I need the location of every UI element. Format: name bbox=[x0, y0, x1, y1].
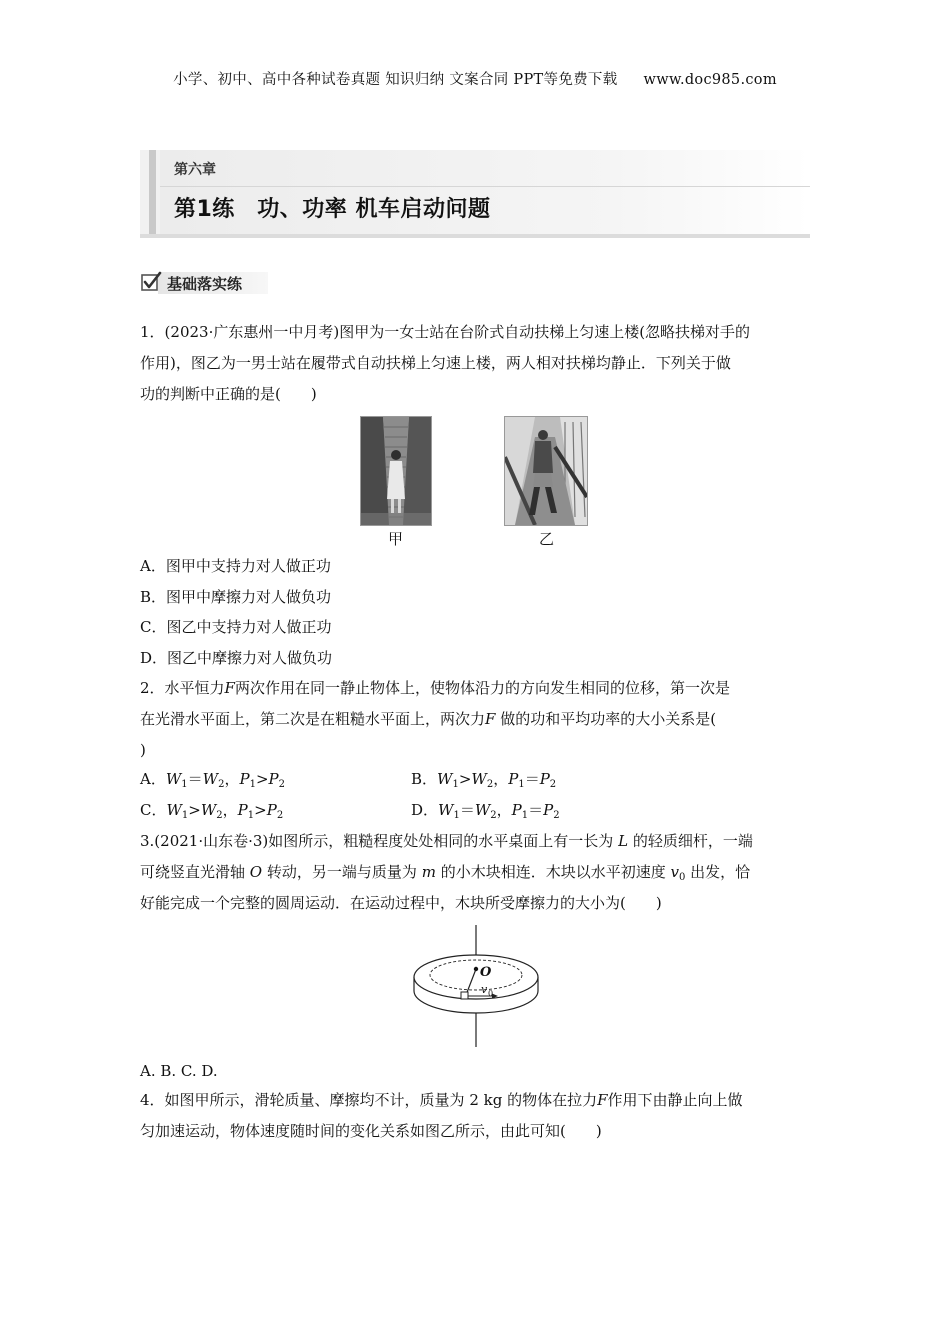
work-symbol: W bbox=[474, 801, 491, 819]
q2-option-a[interactable] bbox=[140, 769, 285, 789]
power-symbol: P bbox=[268, 770, 279, 788]
subscript: 1 bbox=[249, 779, 256, 790]
caption-yi: 乙 bbox=[539, 530, 555, 548]
chapter-box-divider bbox=[160, 186, 810, 187]
subscript: 1 bbox=[181, 779, 188, 790]
work-symbol: W bbox=[202, 770, 219, 788]
q4-line-2: 匀加速运动，物体速度随时间的变化关系如图乙所示，由此可知( ) bbox=[140, 1122, 602, 1140]
relation: ＝ bbox=[528, 801, 544, 819]
q2-l1b: 两次作用在同一静止物体上，使物体沿力的方向发生相同的位移，第一次是 bbox=[234, 679, 730, 697]
subscript: 1 bbox=[181, 810, 189, 821]
subscript: 1 bbox=[453, 810, 460, 821]
page-header-banner bbox=[0, 68, 950, 89]
q1-line-2: 作用)，图乙为一男士站在履带式自动扶梯上匀速上楼，两人相对扶梯均静止．下列关于做 bbox=[140, 354, 731, 372]
work-symbol: W bbox=[200, 801, 217, 819]
power-symbol: P bbox=[511, 801, 522, 819]
q2-l2a: 在光滑水平面上，第二次是在粗糙水平面上，两次力 bbox=[140, 710, 486, 728]
relation: > bbox=[255, 770, 269, 788]
q1-option-a[interactable]: A．图甲中支持力对人做正功 bbox=[140, 557, 331, 575]
relation: ＝ bbox=[187, 770, 203, 788]
q2-option-d[interactable] bbox=[411, 800, 560, 820]
separator: ， bbox=[493, 770, 509, 788]
q2-line-3: ) bbox=[140, 741, 146, 759]
q4-l1b: 作用下由静止向上做 bbox=[607, 1091, 743, 1109]
section-heading-label: 基础落实练 bbox=[167, 275, 243, 293]
separator: ， bbox=[222, 801, 238, 819]
q2-option-c[interactable] bbox=[140, 800, 283, 820]
q1-option-d[interactable]: D．图乙中摩擦力对人做负功 bbox=[140, 649, 333, 667]
relation: > bbox=[188, 801, 201, 819]
subscript: 1 bbox=[452, 779, 459, 790]
q3-l2d: 出发，恰 bbox=[690, 863, 751, 881]
chapter-label: 第六章 bbox=[174, 162, 216, 178]
question-3-stem bbox=[140, 826, 810, 919]
option-label: C． bbox=[140, 801, 167, 819]
rotating-table-figure bbox=[410, 925, 545, 1047]
lesson-title: 第1练 功、功率 机车启动问题 bbox=[174, 197, 491, 222]
checkbox-checked-icon bbox=[140, 270, 162, 292]
q3-l1b: 的轻质细杆，一端 bbox=[632, 832, 753, 850]
question-1-stem bbox=[140, 317, 810, 410]
walkway-man-image bbox=[505, 417, 587, 525]
relation: > bbox=[254, 801, 267, 819]
subscript: 1 bbox=[518, 779, 525, 790]
q3-l2c: 的小木块相连．木块以水平初速度 bbox=[440, 863, 666, 881]
power-symbol: P bbox=[266, 801, 277, 819]
option-label: B． bbox=[411, 770, 438, 788]
separator: ， bbox=[224, 770, 240, 788]
relation: ＝ bbox=[524, 770, 540, 788]
subscript: 2 bbox=[218, 779, 225, 790]
question-2-stem bbox=[140, 673, 810, 766]
q2-line-1 bbox=[140, 673, 810, 704]
chapter-box-bar bbox=[149, 150, 156, 238]
force-symbol: F bbox=[485, 710, 496, 728]
force-symbol: F bbox=[597, 1091, 608, 1109]
question-4-stem bbox=[140, 1085, 810, 1147]
figure-label-v-sub: 0 bbox=[488, 989, 494, 998]
q2-l1a: 2．水平恒力 bbox=[140, 679, 225, 697]
subscript: 1 bbox=[521, 810, 529, 821]
relation: > bbox=[458, 770, 472, 788]
subscript: 2 bbox=[490, 810, 497, 821]
subscript: 2 bbox=[278, 779, 285, 790]
work-symbol: W bbox=[437, 770, 453, 788]
subscript: 2 bbox=[216, 810, 223, 821]
banner-text: 小学、初中、高中各种试卷真题 知识归纳 文案合同 PPT等免费下载 bbox=[173, 72, 618, 88]
subscript: 2 bbox=[549, 779, 557, 790]
length-symbol: L bbox=[618, 832, 629, 850]
power-symbol: P bbox=[508, 770, 519, 788]
caption-jia: 甲 bbox=[388, 530, 404, 548]
photo-step-escalator bbox=[360, 416, 432, 526]
figure-label-v: v bbox=[481, 983, 488, 996]
relation: ＝ bbox=[459, 801, 475, 819]
q1-line-1: 1．(2023·广东惠州一中月考)图甲为一女士站在台阶式自动扶梯上匀速上楼(忽略扶梯对手的 bbox=[140, 323, 751, 341]
chapter-box-shadow bbox=[140, 234, 810, 238]
power-symbol: P bbox=[239, 770, 250, 788]
work-symbol: W bbox=[438, 801, 454, 819]
site-url[interactable]: www.doc985.com bbox=[643, 72, 777, 88]
q1-line-3: 功的判断中正确的是( ) bbox=[140, 385, 317, 403]
q4-line-1 bbox=[140, 1085, 810, 1116]
escalator-woman-image bbox=[361, 417, 431, 525]
option-label: A． bbox=[140, 770, 166, 788]
subscript: 2 bbox=[553, 810, 560, 821]
axis-symbol: O bbox=[249, 863, 263, 881]
power-symbol: P bbox=[539, 770, 550, 788]
work-symbol: W bbox=[166, 801, 182, 819]
option-label: D． bbox=[411, 801, 439, 819]
q3-l2a: 可绕竖直光滑轴 bbox=[140, 863, 246, 881]
q3-l2b: 转动，另一端与质量为 bbox=[266, 863, 417, 881]
subscript: 2 bbox=[486, 779, 494, 790]
q3-l1a: 3.(2021·山东卷·3)如图所示，粗糙程度处处相同的水平桌面上有一长为 bbox=[140, 832, 614, 850]
force-symbol: F bbox=[224, 679, 235, 697]
q2-l2b: 做的功和平均功率的大小关系是( bbox=[500, 710, 717, 728]
power-symbol: P bbox=[237, 801, 248, 819]
q1-option-c[interactable]: C．图乙中支持力对人做正功 bbox=[140, 618, 332, 636]
q3-line-3: 好能完成一个完整的圆周运动．在运动过程中，木块所受摩擦力的大小为( ) bbox=[140, 894, 662, 912]
work-symbol: W bbox=[165, 770, 182, 788]
q3-line-2 bbox=[140, 857, 810, 888]
q2-line-2 bbox=[140, 704, 810, 735]
q4-l1a: 4．如图甲所示，滑轮质量、摩擦均不计，质量为 2 kg 的物体在拉力 bbox=[140, 1091, 598, 1109]
power-symbol: P bbox=[543, 801, 554, 819]
q3-line-1 bbox=[140, 826, 810, 857]
table-diagram bbox=[410, 925, 545, 1047]
figure-label-o: O bbox=[480, 965, 492, 980]
velocity-symbol: v bbox=[670, 863, 679, 881]
photo-belt-escalator bbox=[504, 416, 588, 526]
mass-symbol: m bbox=[421, 863, 436, 881]
subscript: 2 bbox=[276, 810, 284, 821]
separator: ， bbox=[496, 801, 512, 819]
q3-answer-options[interactable]: A. B. C. D. bbox=[140, 1062, 218, 1080]
q2-option-b[interactable] bbox=[411, 769, 556, 789]
section-heading bbox=[140, 270, 268, 296]
subscript: 1 bbox=[247, 810, 255, 821]
q1-option-b[interactable]: B．图甲中摩擦力对人做负功 bbox=[140, 588, 332, 606]
work-symbol: W bbox=[471, 770, 487, 788]
subscript: 0 bbox=[678, 872, 686, 883]
